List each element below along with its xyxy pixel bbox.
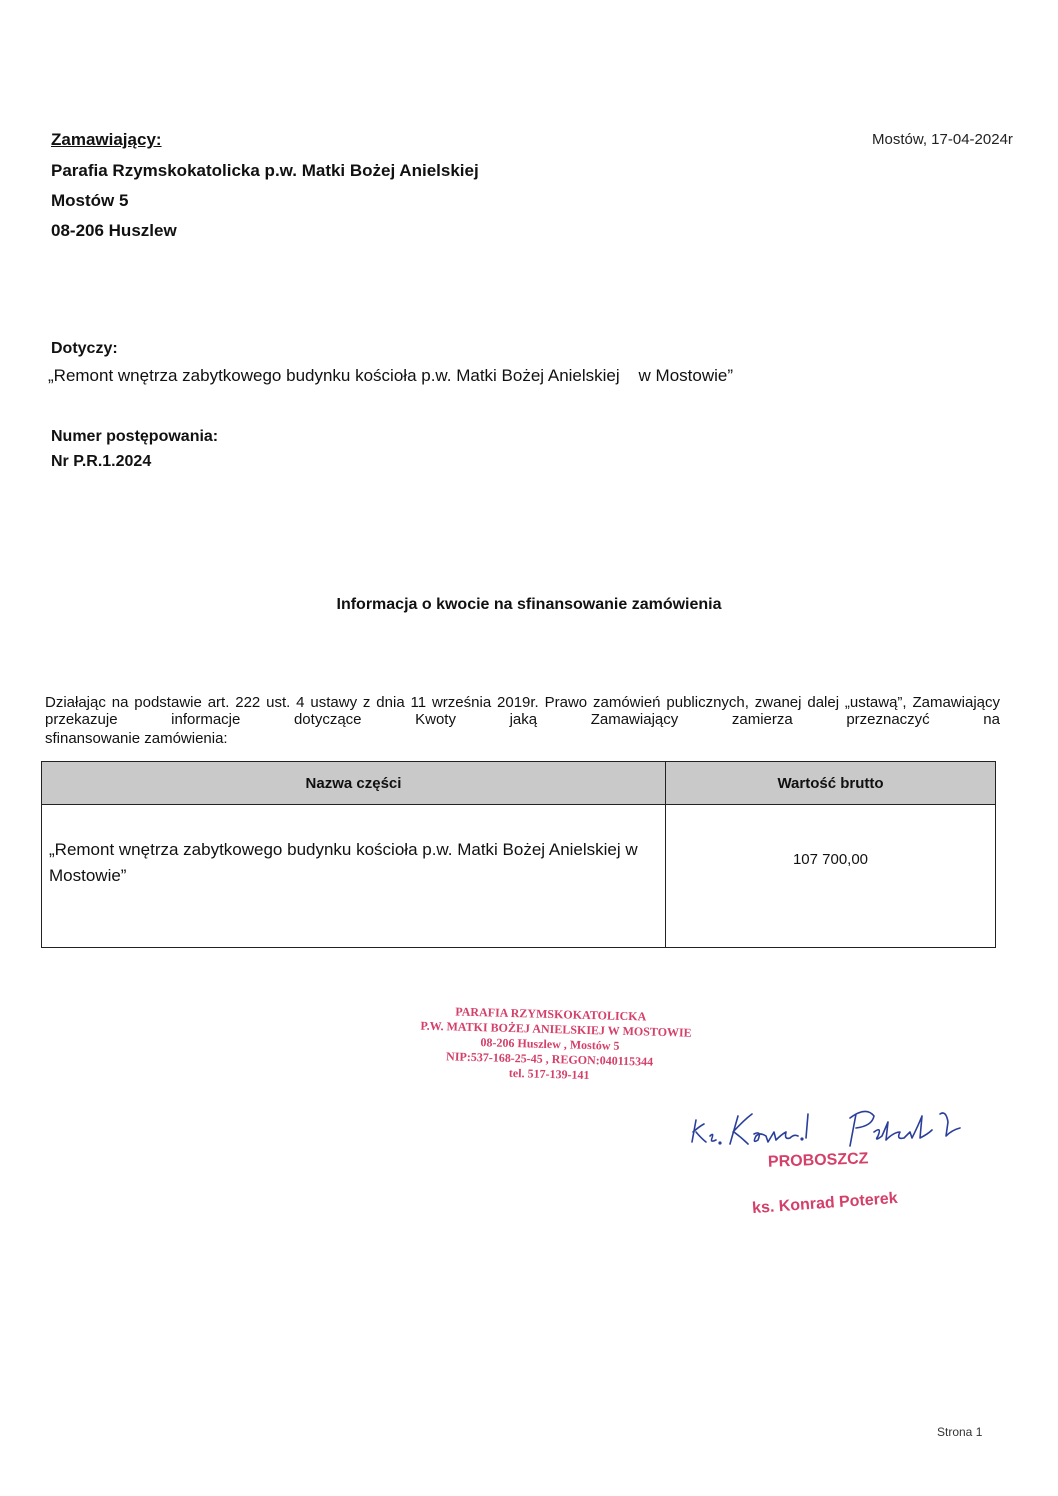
intro-paragraph-end: sfinansowanie zamówienia:	[45, 730, 228, 747]
stamp-line: PARAFIA RZYMSKOKATOLICKA	[455, 1004, 647, 1024]
amount-table	[41, 761, 996, 948]
header-gross-value: Wartość brutto	[666, 762, 996, 805]
handwritten-signature	[690, 1102, 980, 1152]
procedure-number-value: Nr P.R.1.2024	[51, 453, 152, 470]
page-number: Strona 1	[937, 1425, 983, 1439]
orderer-street: Mostów 5	[51, 191, 129, 210]
cell-part-name	[42, 805, 666, 948]
stamp-line: tel. 517-139-141	[508, 1065, 590, 1083]
orderer-postal: 08-206 Huszlew	[51, 221, 177, 240]
procedure-number-label: Numer postępowania:	[51, 428, 219, 445]
part-name-text: „Remont wnętrza zabytkowego budynku kościoła p.w. Matki Bożej Anielskiej w Mostowie”	[49, 840, 638, 885]
gross-value-text: 107 700,00	[792, 851, 869, 868]
subject-text: „Remont wnętrza zabytkowego budynku kościoła p.w. Matki Bożej Anielskiej w Mostowie”	[48, 366, 734, 385]
table-row	[42, 805, 996, 948]
orderer-label: Zamawiający:	[51, 130, 162, 149]
orderer-name: Parafia Rzymskokatolicka p.w. Matki Bożej Anielskiej	[51, 161, 479, 180]
header-part-name: Nazwa części	[42, 762, 666, 805]
stamp-line: NIP:537-168-25-45 , REGON:040115344	[445, 1049, 654, 1069]
intro-paragraph: Działając na podstawie art. 222 ust. 4 ustawy z dnia 11 września 2019r. Prawo zamówień publicznych, zwanej dalej „ustawą”, Zamawiający przekazuje informacje dotyczące Kwoty jaką Zamawiający zamierza przeznaczyć na	[45, 694, 1000, 728]
signature-text: ks. Konrad Poterek	[690, 1102, 699, 1103]
document-title: Informacja o kwocie na sfinansowanie zamówienia	[336, 596, 722, 613]
stamp-line: P.W. MATKI BOŻEJ ANIELSKIEJ W MOSTOWIE	[420, 1018, 692, 1040]
cell-gross-value	[666, 805, 996, 948]
signatory-role: PROBOSZCZ	[767, 1150, 869, 1171]
parish-stamp	[419, 1004, 692, 1086]
table-header-row	[42, 762, 996, 805]
document-date: Mostów, 17-04-2024r	[872, 131, 1013, 148]
stamp-line: 08-206 Huszlew , Mostów 5	[480, 1035, 620, 1053]
signatory-name: ks. Konrad Poterek	[751, 1189, 899, 1218]
subject-label: Dotyczy:	[51, 340, 118, 357]
